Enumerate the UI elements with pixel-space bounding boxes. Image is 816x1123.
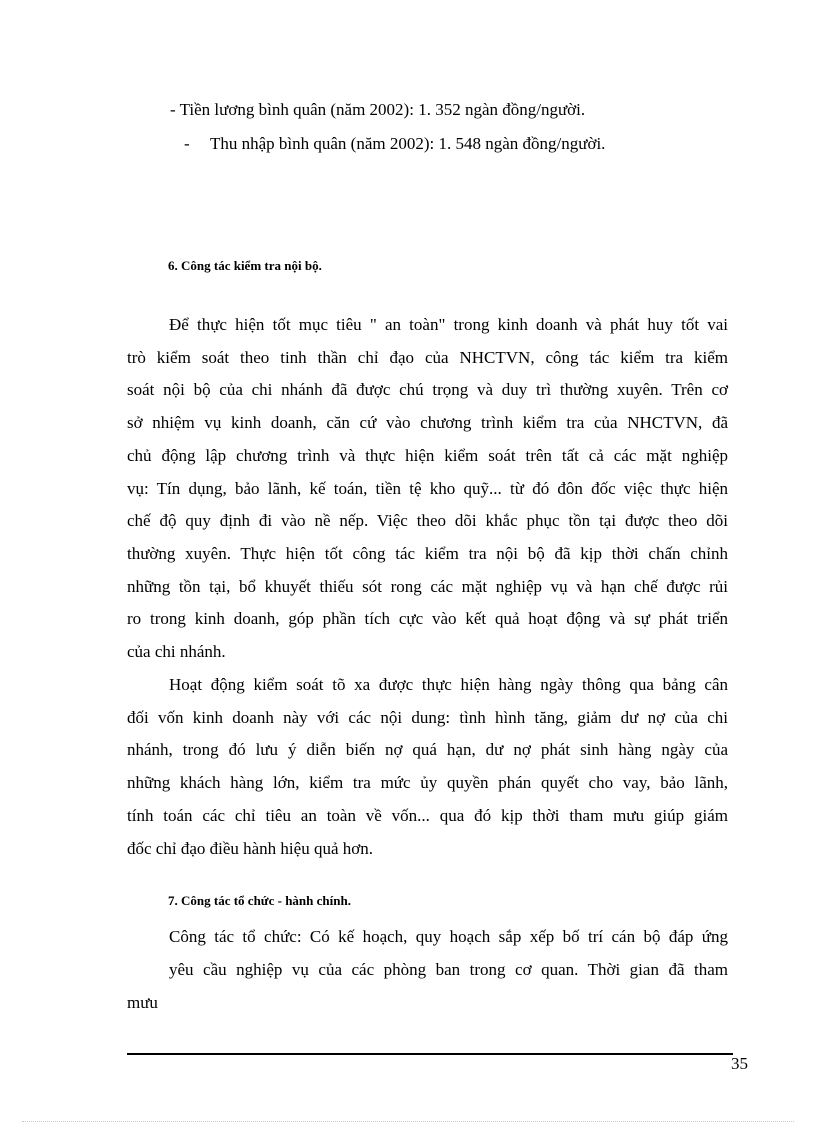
paragraph-line: Công tác tổ chức: Có kế hoạch, quy hoạch sắp xếp bố trí cán bộ đáp ứng <box>169 927 728 946</box>
paragraph-line: những tồn tại, bổ khuyết thiếu sót rong các mặt nghiệp vụ và hạn chế được rủi <box>127 576 728 596</box>
paragraph-line: những khách hàng lớn, kiểm tra mức ủy quyền phán quyết cho vay, bảo lãnh, <box>127 773 728 793</box>
section-7-heading: 7. Công tác tổ chức - hành chính. <box>168 893 351 908</box>
bullet-dash: - <box>170 100 176 119</box>
paragraph-line: tính toán các chỉ tiêu an toàn về vốn... qua đó kịp thời tham mưu giúp giám <box>127 805 728 825</box>
paragraph-line: soát nội bộ của chi nhánh đã được chú trọng và duy trì thường xuyên. Trên cơ <box>127 380 728 400</box>
paragraph-line: chế độ quy định đi vào nề nếp. Việc theo dõi khắc phục tồn tại được theo dõi <box>127 511 728 531</box>
footer-divider <box>127 1053 733 1055</box>
bullet-text: Tiền lương bình quân (năm 2002): 1. 352 ngàn đồng/người. <box>179 100 586 119</box>
bullet-salary <box>170 100 585 120</box>
paragraph-line: vụ: Tín dụng, bảo lãnh, kế toán, tiền tệ kho quỹ... từ đó đôn đốc việc thực hiện <box>127 478 728 498</box>
bullet-income <box>184 134 605 154</box>
page-number: 35 <box>731 1054 748 1073</box>
paragraph-line: trò kiểm soát theo tinh thần chỉ đạo của NHCTVN, công tác kiểm tra kiểm <box>127 347 728 367</box>
section-6-paragraph-2 <box>127 669 728 865</box>
paragraph-line: của chi nhánh. <box>127 642 226 662</box>
paragraph-line: Hoạt động kiểm soát tõ xa được thực hiện hàng ngày thông qua bảng cân <box>169 675 728 694</box>
paragraph-line: sở nhiệm vụ kinh doanh, căn cứ vào chương trình kiểm tra của NHCTVN, đã <box>127 413 728 433</box>
bullet-dash: - <box>184 134 190 153</box>
paragraph-line: chủ động lập chương trình và thực hiện kiểm soát trên tất cả các mặt nghiệp <box>127 445 728 465</box>
bullet-text: Thu nhập bình quân (năm 2002): 1. 548 ngàn đồng/người. <box>209 134 606 153</box>
paragraph-line: yêu cầu nghiệp vụ của các phòng ban trong cơ quan. Thời gian đã tham <box>169 960 728 979</box>
paragraph-line: đốc chỉ đạo điều hành hiệu quả hơn. <box>127 838 373 858</box>
paragraph-line: mưu <box>127 993 158 1012</box>
paragraph-line: Để thực hiện tốt mục tiêu " an toàn" trong kinh doanh và phát huy tốt vai <box>169 315 728 334</box>
page-bottom-edge <box>22 1121 794 1122</box>
section-6-heading: 6. Công tác kiểm tra nội bộ. <box>168 258 322 273</box>
paragraph-line: nhánh, trong đó lưu ý diễn biến nợ quá hạn, dư nợ phát sinh hàng ngày của <box>127 740 728 760</box>
section-7-paragraph <box>127 920 728 1019</box>
section-6-paragraph-1 <box>127 309 728 669</box>
paragraph-line: đối vốn kinh doanh này với các nội dung: tình hình tăng, giảm dư nợ của chi <box>127 707 728 727</box>
paragraph-line: ro trong kinh doanh, góp phần tích cực vào kết quả hoạt động và sự phát triển <box>127 609 728 629</box>
paragraph-line: thường xuyên. Thực hiện tốt công tác kiểm tra nội bộ đã kịp thời chấn chỉnh <box>127 543 728 563</box>
